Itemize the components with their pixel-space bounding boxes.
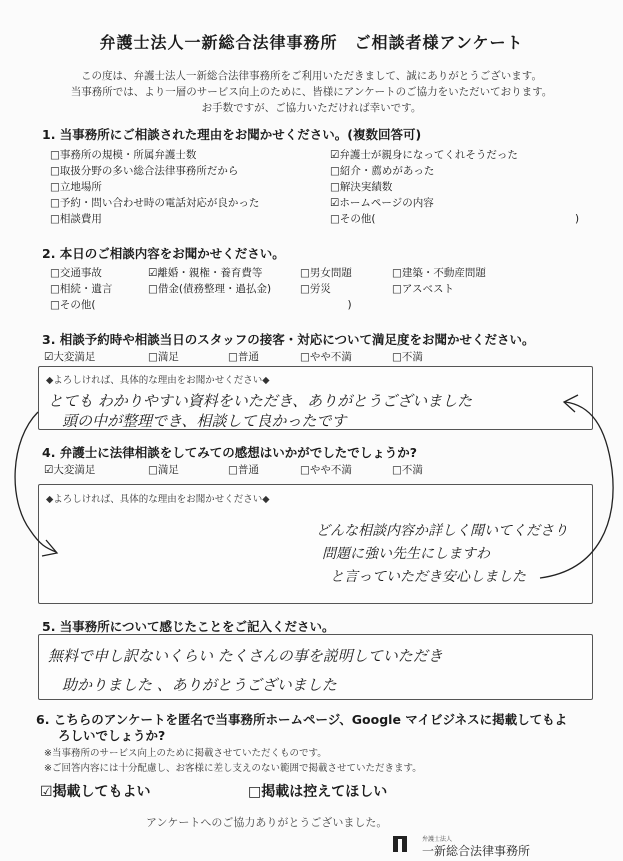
q3-option-slightly-dissatisfied[interactable]: □やや不満 — [300, 351, 352, 363]
q6-note-2: ※ご回答内容には十分配慮し、お客様に差し支えのない範囲で掲載させていただきます。 — [44, 763, 422, 774]
q2-option-debt[interactable]: □借金(債務整理・過払金) — [148, 283, 272, 295]
q4-answer-line-1: どんな相談内容か詳しく聞いてくださり — [316, 523, 568, 539]
logo-small-text: 弁護士法人 — [422, 836, 453, 843]
q2-option-other[interactable]: □その他( ) — [50, 299, 352, 311]
q2-option-traffic[interactable]: □交通事故 — [50, 267, 102, 279]
q5-answer-line-2: 助かりました 、ありがとうございました — [62, 676, 337, 694]
arrow-right-stroke — [540, 402, 613, 578]
firm-logo-icon — [393, 836, 407, 852]
q1-option-scale[interactable]: □事務所の規模・所属弁護士数 — [50, 149, 197, 161]
q1-option-website-label: ホームページの内容 — [339, 197, 434, 209]
q2-heading: 2. 本日のご相談内容をお聞かせください。 — [42, 246, 285, 261]
footer-thanks: アンケートへのご協力ありがとうございました。 — [146, 816, 388, 829]
checkmark-icon: ☑ — [44, 351, 54, 363]
q4-prompt: ◆よろしければ、具体的な理由をお聞かせください◆ — [46, 494, 270, 505]
intro-line-2: 当事務所では、より一層のサービス向上のために、皆様にアンケートのご協力をいただいております。 — [70, 86, 553, 98]
q1-option-referral[interactable]: □紹介・薦めがあった — [330, 165, 435, 177]
intro-line-1: この度は、弁護士法人一新総合法律事務所をご利用いただきまして、誠にありがとうございます。 — [81, 70, 542, 82]
q6-heading-line-2: ろしいでしょうか? — [58, 728, 166, 743]
q4-answer-line-2: 問題に強い先生にしますわ — [322, 546, 490, 562]
q3-answer-line-2: 頭の中が整理でき、相談して良かったです — [62, 412, 347, 430]
q1-option-fee[interactable]: □相談費用 — [50, 213, 102, 225]
q1-option-other[interactable]: □その他( ) — [330, 213, 580, 225]
q6-option-allow[interactable] — [40, 781, 151, 801]
q2-option-inheritance[interactable]: □相続・遺言 — [50, 283, 113, 295]
q3-heading: 3. 相談予約時や相談当日のスタッフの接客・対応について満足度をお聞かせください。 — [42, 332, 535, 347]
checkmark-icon: ☑ — [148, 267, 158, 279]
q1-option-caring-label: 弁護士が親身になってくれそうだった — [339, 149, 518, 161]
arrow-left-stroke — [15, 412, 56, 552]
q2-option-divorce-label: 離婚・親権・養育費等 — [157, 267, 263, 279]
q3-option-satisfied[interactable]: □満足 — [148, 351, 179, 363]
q3-option-very-satisfied-label: 大変満足 — [53, 351, 96, 363]
intro-line-3: お手数ですが、ご協力いただければ幸いです。 — [201, 102, 422, 114]
q3-answer-line-1: とても わかりやすい資料をいただき、ありがとうございました — [48, 392, 473, 410]
q5-answer-line-1: 無料で申し訳ないくらい たくさんの事を説明していただき — [48, 647, 443, 665]
checkmark-icon: ☑ — [330, 149, 340, 161]
q2-option-asbestos[interactable]: □アスベスト — [392, 283, 455, 295]
q3-option-normal[interactable]: □普通 — [228, 351, 259, 363]
checkmark-icon: ☑ — [40, 784, 53, 800]
q3-prompt: ◆よろしければ、具体的な理由をお聞かせください◆ — [46, 375, 270, 386]
q4-option-slightly-dissatisfied[interactable]: □やや不満 — [300, 464, 352, 476]
q6-note-1: ※当事務所のサービス向上のために掲載させていただくものです。 — [44, 748, 327, 759]
checkmark-icon: ☑ — [330, 197, 340, 209]
logo-firm-name: 一新総合法律事務所 — [422, 844, 531, 858]
q6-option-allow-label: 掲載してもよい — [52, 784, 151, 800]
q4-option-satisfied[interactable]: □満足 — [148, 464, 179, 476]
q6-heading-line-1: 6. こちらのアンケートを匿名で当事務所ホームページ、Google マイビジネスに掲載してもよ — [36, 712, 568, 727]
q1-option-results[interactable]: □解決実績数 — [330, 181, 393, 193]
q1-option-phone[interactable]: □予約・問い合わせ時の電話対応が良かった — [50, 197, 260, 209]
q1-option-fields[interactable]: □取扱分野の多い総合法律事務所だから — [50, 165, 239, 177]
q6-option-decline[interactable]: □掲載は控えてほしい — [248, 784, 388, 800]
q2-option-gender[interactable]: □男女問題 — [300, 267, 352, 279]
q1-option-location[interactable]: □立地場所 — [50, 181, 102, 193]
q4-option-normal[interactable]: □普通 — [228, 464, 259, 476]
q4-heading: 4. 弁護士に法律相談をしてみての感想はいかがでしたでしょうか? — [42, 445, 418, 460]
q4-option-very-satisfied-label: 大変満足 — [53, 464, 96, 476]
q4-answer-line-3: と言っていただき安心しました — [330, 569, 526, 585]
q3-option-dissatisfied[interactable]: □不満 — [392, 351, 423, 363]
arrow-left-head — [42, 540, 57, 556]
q2-option-realestate[interactable]: □建築・不動産問題 — [392, 267, 486, 279]
q4-option-dissatisfied[interactable]: □不満 — [392, 464, 423, 476]
q2-option-workinjury[interactable]: □労災 — [300, 283, 331, 295]
q5-heading: 5. 当事務所について感じたことをご記入ください。 — [42, 619, 335, 634]
checkmark-icon: ☑ — [44, 464, 54, 476]
q1-heading: 1. 当事務所にご相談された理由をお聞かせください。(複数回答可) — [42, 127, 422, 142]
survey-title: 弁護士法人一新総合法律事務所 ご相談者様アンケート — [99, 33, 524, 52]
